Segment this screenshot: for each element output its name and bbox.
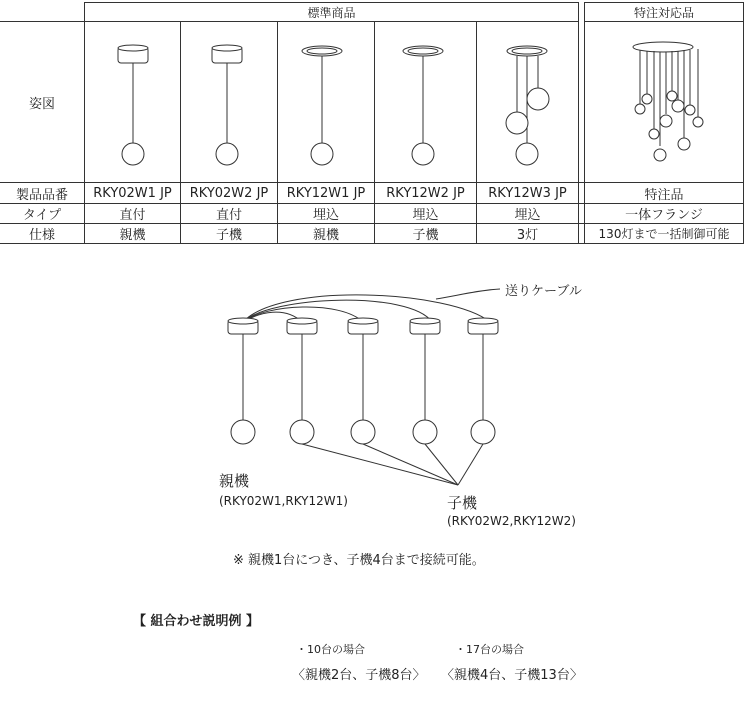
parent-unit-models: (RKY02W1,RKY12W1) — [219, 494, 348, 508]
child-unit-models: (RKY02W2,RKY12W2) — [447, 514, 576, 528]
special-order-header: 特注対応品 — [633, 5, 694, 20]
row-label-type: タイプ — [22, 208, 62, 223]
spec-cell: 3灯 — [516, 228, 539, 243]
globe-child — [351, 420, 375, 444]
example-title: ・17台の場合 — [455, 643, 524, 656]
example-detail: 〈親機2台、子機8台〉 — [292, 668, 426, 683]
model-cell: RKY02W2 JP — [189, 185, 269, 201]
parent-unit-label: 親機 — [219, 472, 250, 490]
feed-cable-label: 送りケーブル — [505, 284, 582, 299]
canopy-child — [410, 318, 440, 334]
type-cell: 埋込 — [312, 208, 339, 223]
type-cell: 一体フランジ — [625, 208, 703, 223]
canopy-parent — [228, 318, 258, 334]
globe-child — [471, 420, 495, 444]
model-cell: RKY02W1 JP — [93, 185, 172, 201]
spec-cell: 親機 — [312, 228, 339, 243]
lamp-figure-rky02w1 — [118, 45, 148, 165]
lamp-figure-rky12w1 — [302, 46, 342, 165]
connection-note: ※ 親機1台につき、子機4台まで接続可能。 — [233, 553, 485, 568]
globe-child — [413, 420, 437, 444]
model-cell: RKY12W1 JP — [286, 185, 366, 201]
spec-cell: 子機 — [215, 228, 242, 243]
type-cell: 埋込 — [514, 208, 541, 223]
lamp-figure-rky12w3 — [506, 46, 549, 165]
canopy-child — [348, 318, 378, 334]
canopy-child — [287, 318, 317, 334]
lamp-figure-rky12w2 — [403, 46, 443, 165]
examples-heading: 【 組合わせ説明例 】 — [133, 614, 260, 629]
globe-parent — [231, 420, 255, 444]
globe-child — [290, 420, 314, 444]
spec-cell: 子機 — [412, 228, 439, 243]
model-cell: 特注品 — [644, 187, 684, 203]
lamp-figure-special — [633, 42, 703, 161]
row-label-figure: 姿図 — [28, 96, 55, 112]
lamp-figure-rky02w2 — [212, 45, 242, 165]
row-label-spec: 仕様 — [28, 228, 55, 243]
model-cell: RKY12W2 JP — [386, 185, 465, 201]
type-cell: 直付 — [215, 208, 242, 223]
spec-cell: 130灯まで一括制御可能 — [598, 227, 730, 241]
row-label-model: 製品品番 — [15, 187, 68, 203]
standard-products-header: 標準商品 — [307, 5, 356, 20]
model-cell: RKY12W3 JP — [488, 185, 567, 201]
canopy-child — [468, 318, 498, 334]
wiring-diagram — [228, 289, 500, 485]
type-cell: 埋込 — [412, 208, 439, 223]
type-cell: 直付 — [119, 208, 146, 223]
example-detail: 〈親機4台、子機13台〉 — [441, 668, 583, 683]
spec-cell: 親機 — [119, 228, 146, 243]
child-unit-label: 子機 — [447, 494, 478, 512]
example-title: ・10台の場合 — [296, 643, 365, 656]
